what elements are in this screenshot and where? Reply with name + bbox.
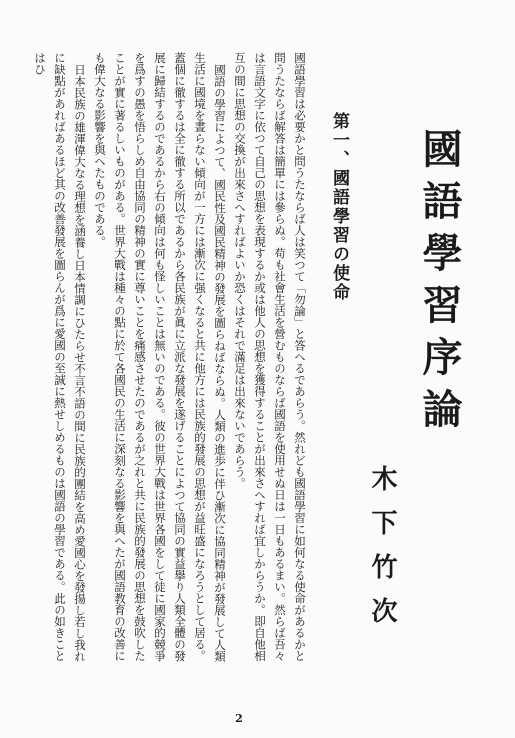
- paragraph: 日本民族の雄渾偉大なる理想を涵養し日本情調にひたらせ不言不語の間に民族的團結を高め愛國心を發揚し若し我れに缺點があればあるほど其の改善發展を圖らんが爲に愛國の至誠に熱せしめるものは國語の學習である。此の如きことはひ: [33, 52, 87, 662]
- author-name: 木下竹次: [367, 465, 397, 641]
- body-text: [10, 52, 310, 672]
- paragraph: 國語の學習によつて、國民性及國民精神の發展を圖らねばならぬ。人類の進歩に伴ひ漸次に協同精神が發展して人類生活に國境を晝らない傾向が一方には漸次に强くなると共に他方には民族的發展の思想が益旺盛になろうとして居る。蓋個に徹するは全に徹する所以であるから各民族が眞に立派な發展を遂げることによつて協同の實益擧り人類全體の發展に歸結するのであるから右の傾向は何も怪しいことは無いのである。彼の世界大戰は世界各國をして徒に國家的競爭を爲すの愚を悟らしめ自由協同の精神の實に尊いことを痛感させたのであるが之れと共に民族的發展の思想を鼓吹したことが實に著るしいものがある。世界大戰は種々の點に於て各國民の生活に深刻なる影響を與へたが國語教育の改善にも偉大なる影響を與へたものである。: [93, 52, 227, 662]
- document-title: 國語學習序論: [416, 128, 463, 440]
- section-heading: 第一、國語學習の使命: [329, 112, 349, 302]
- paragraph: 國語學習は必要かと問うたならば人は笑つて「勿論」と答へるであらう。然れども國語學習に如何なる使命があるかと問うたならば解答は簡單には參らぬ。苟も社會生活を營むものならば國語を使用せぬ日は一日もあるまい。然らば吾々は言語文字に依つて自己の思想を表現するか或は他人の思想を獲得することが出來さへすれば宜しからうか。即自他相互の間に思想の交換が出來さへすればよいか恐くはそれで滿足は出來ないであらう。: [233, 52, 307, 662]
- page-number: 2: [235, 712, 243, 725]
